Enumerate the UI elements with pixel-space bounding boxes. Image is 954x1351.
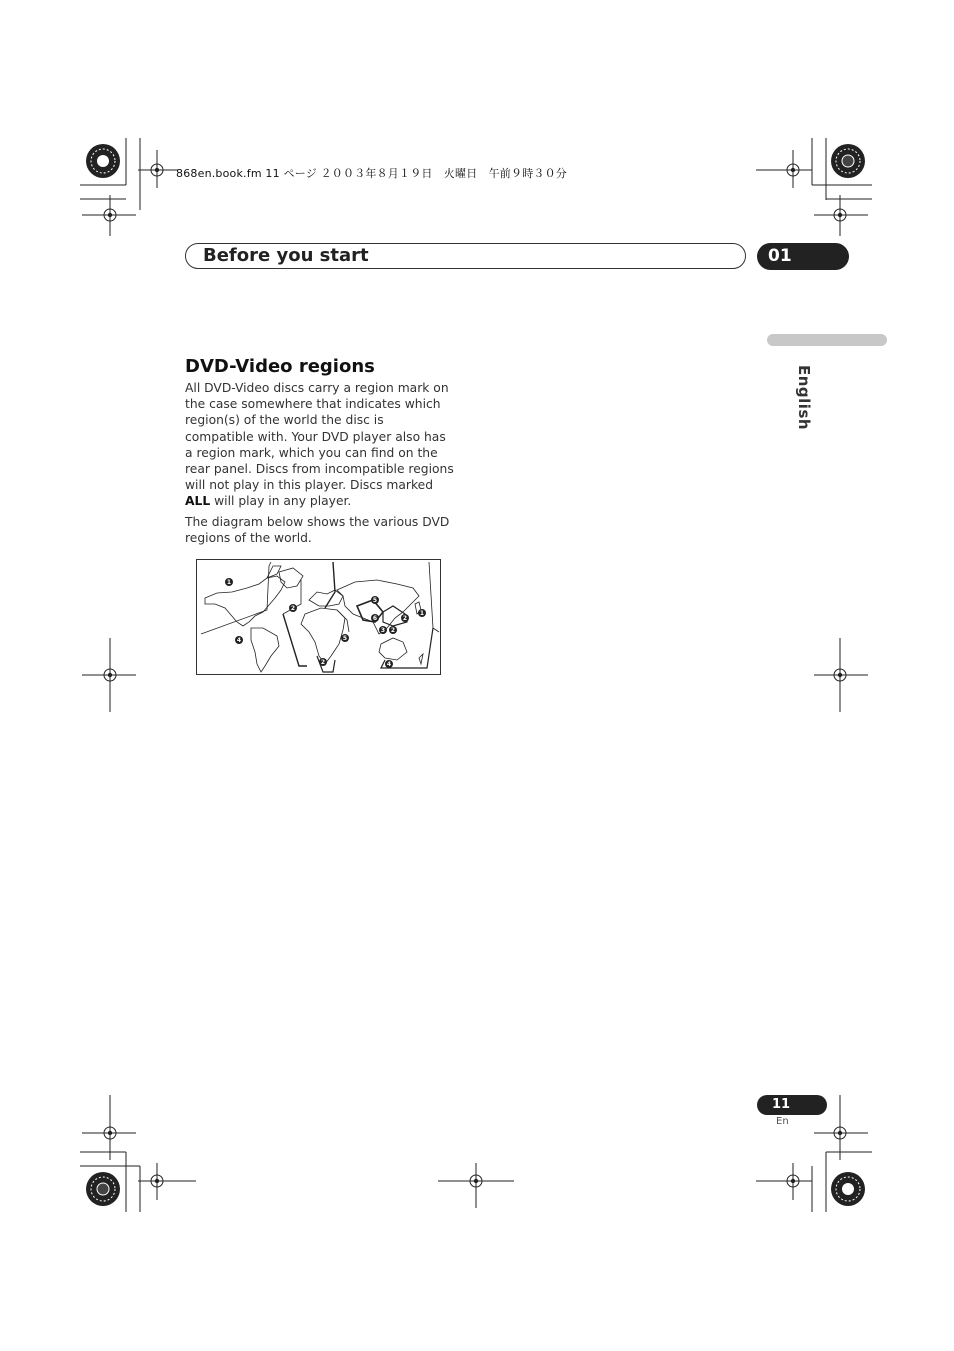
region-1-na: 1 — [226, 579, 232, 587]
paragraph-text: will play in any player. — [210, 494, 352, 509]
bold-all-text: ALL — [185, 494, 211, 509]
section-body — [185, 380, 455, 550]
region-6-cn: 6 — [372, 615, 378, 623]
language-tab-label: English — [795, 365, 813, 431]
region-4-sa: 4 — [236, 637, 242, 645]
page-language: En — [776, 1116, 789, 1127]
language-tab-bar — [767, 334, 887, 346]
paragraph-region-marks — [185, 380, 455, 510]
region-5-af: 5 — [342, 635, 348, 643]
region-2-za: 2 — [320, 659, 326, 667]
chapter-number: 01 — [768, 246, 792, 266]
region-2-sea: 2 — [390, 627, 396, 635]
dvd-region-map — [196, 559, 441, 675]
section-title: DVD-Video regions — [185, 356, 375, 377]
region-3-sea: 3 — [380, 627, 386, 635]
world-map-illustration — [197, 560, 442, 676]
region-5-ru: 5 — [372, 597, 378, 605]
print-header: 868en.book.fm 11 ページ ２００３年８月１９日 火曜日 午前９時３０分 — [176, 167, 567, 180]
page-number: 11 — [772, 1097, 791, 1112]
chapter-title: Before you start — [203, 245, 369, 266]
region-1-pacific: 1 — [419, 610, 425, 618]
region-2-eu: 2 — [290, 605, 296, 613]
paragraph-text: All DVD-Video discs carry a region mark on the case somewhere that indicates which region(s) of the world the disc is compatible with. Your DVD player also has a region mark, which you can find on the rear panel. Discs from incompatible regions will not play in this player. Discs marked — [185, 381, 454, 493]
region-4-au: 4 — [386, 661, 392, 669]
region-2-jp: 2 — [402, 615, 408, 623]
page-number-badge — [757, 1095, 827, 1115]
paragraph-diagram-intro: The diagram below shows the various DVD regions of the world. — [185, 514, 450, 545]
